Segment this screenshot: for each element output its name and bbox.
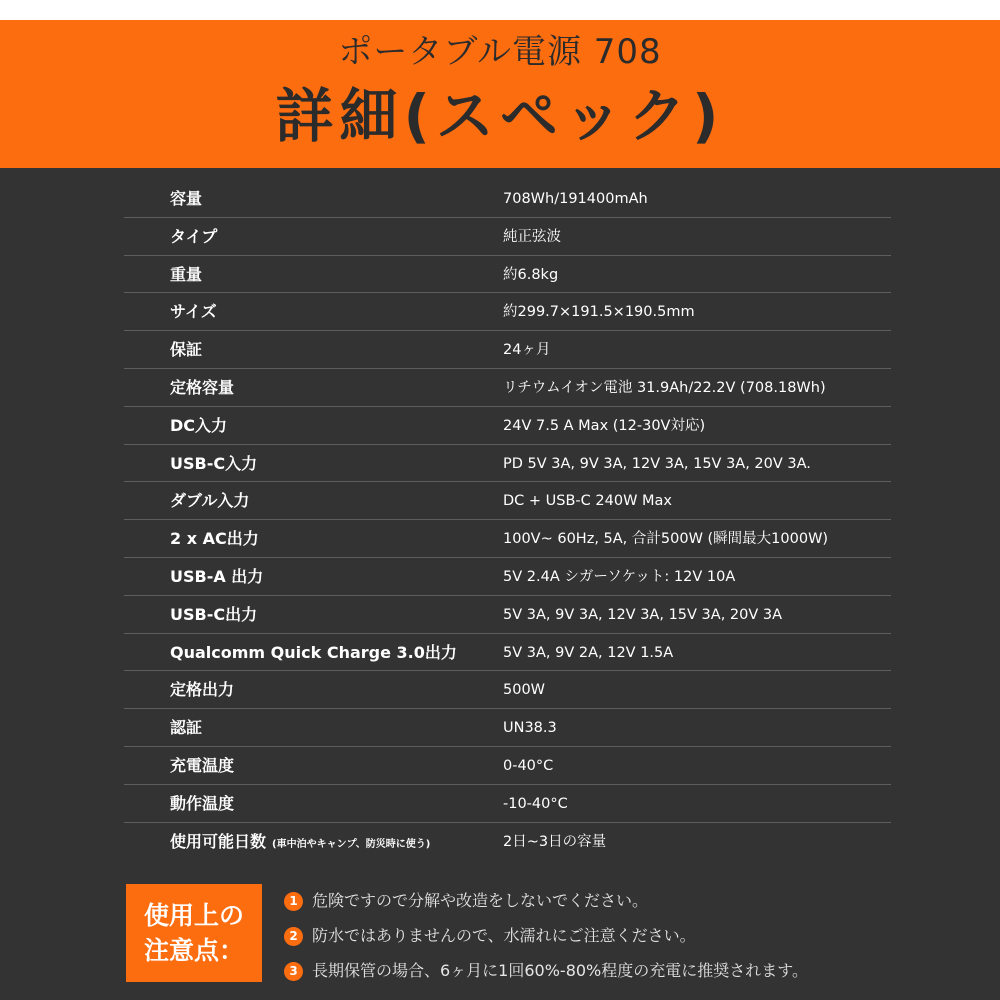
- spec-row-usb-c-input: [124, 445, 891, 483]
- spec-label: USB-A 出力: [170, 566, 264, 586]
- spec-row-certification: [124, 709, 891, 747]
- spec-row-usb-c-output: [124, 596, 891, 634]
- spec-value: 500W: [503, 682, 546, 699]
- spec-label: 定格出力: [170, 680, 235, 700]
- spec-panel: [0, 168, 1000, 1000]
- spec-row-usable-days: [124, 823, 891, 861]
- notice-heading: [126, 884, 262, 982]
- spec-row-usb-a-output: [124, 558, 891, 596]
- notice-item: [284, 954, 884, 989]
- spec-label: サイズ: [170, 302, 217, 322]
- notice-number-badge: 3: [284, 962, 303, 981]
- notice-number-badge: 1: [284, 892, 303, 911]
- spec-row-weight: [124, 256, 891, 294]
- spec-row-quick-charge-output: [124, 634, 891, 672]
- spec-label: 認証: [170, 718, 203, 738]
- spec-value: 約299.7×191.5×190.5mm: [503, 304, 695, 321]
- notice-text: 防水ではありませんので、水濡れにご注意ください。: [312, 926, 696, 945]
- spec-row-warranty: [124, 331, 891, 369]
- spec-row-dc-input: [124, 407, 891, 445]
- spec-value: -10-40°C: [503, 795, 568, 812]
- spec-label: 動作温度: [170, 793, 235, 813]
- spec-value: 5V 3A, 9V 3A, 12V 3A, 15V 3A, 20V 3A: [503, 606, 783, 623]
- spec-label: 充電温度: [170, 755, 235, 775]
- spec-label: USB-C出力: [170, 604, 258, 624]
- notice-list: [284, 884, 884, 989]
- spec-label: DC入力: [170, 415, 228, 435]
- spec-label: [170, 823, 430, 863]
- spec-value: PD 5V 3A, 9V 3A, 12V 3A, 15V 3A, 20V 3A.: [503, 455, 811, 472]
- spec-label: 定格容量: [170, 377, 235, 397]
- spec-label: ダブル入力: [170, 491, 250, 511]
- spec-row-type: [124, 218, 891, 256]
- notice-text: 危険ですので分解や改造をしないでください。: [312, 891, 649, 910]
- spec-row-size: [124, 293, 891, 331]
- notice-text: 長期保管の場合、6ヶ月に1回60%-80%程度の充電に推奨されます。: [312, 961, 808, 980]
- spec-value: 5V 3A, 9V 2A, 12V 1.5A: [503, 644, 674, 661]
- notice-item: [284, 919, 884, 954]
- spec-value: 24V 7.5 A Max (12-30V対応): [503, 417, 706, 434]
- spec-value: 0-40°C: [503, 757, 554, 774]
- spec-value: 708Wh/191400mAh: [503, 191, 648, 207]
- spec-value: 100V~ 60Hz, 5A, 合計500W (瞬間最大1000W): [503, 531, 829, 548]
- spec-row-charge-temperature: [124, 747, 891, 785]
- spec-value: UN38.3: [503, 720, 557, 737]
- notice-heading-line: 注意点：: [143, 936, 244, 965]
- header-banner: [0, 20, 1000, 168]
- spec-table: [124, 180, 891, 860]
- spec-row-rated-output: [124, 671, 891, 709]
- spec-label: 重量: [170, 264, 203, 284]
- spec-value: リチウムイオン電池 31.9Ah/22.2V (708.18Wh): [503, 379, 826, 396]
- notice-number-badge: 2: [284, 927, 303, 946]
- spec-value: 純正弦波: [503, 228, 561, 245]
- spec-label-note: (車中泊やキャンプ、防災時に使う): [272, 838, 431, 850]
- spec-label: USB-C入力: [170, 453, 258, 473]
- spec-label: Qualcomm Quick Charge 3.0出力: [170, 642, 457, 662]
- spec-label: 容量: [170, 189, 203, 208]
- spec-value: 5V 2.4A シガーソケット: 12V 10A: [503, 568, 736, 585]
- spec-value: 約6.8kg: [503, 266, 559, 283]
- spec-row-ac-output: [124, 520, 891, 558]
- spec-label: 2 x AC出力: [170, 529, 259, 549]
- page-title: 詳細(スペック): [275, 82, 725, 150]
- spec-label-text: 使用可能日数: [170, 831, 267, 851]
- spec-value: 2日~3日の容量: [503, 833, 607, 850]
- spec-row-capacity: [124, 180, 891, 218]
- product-subtitle: ポータブル電源 708: [338, 32, 662, 72]
- spec-row-operating-temperature: [124, 785, 891, 823]
- spec-row-rated-capacity: [124, 369, 891, 407]
- spec-label: タイプ: [170, 226, 218, 246]
- spec-label: 保証: [170, 340, 203, 360]
- spec-value: DC + USB-C 240W Max: [503, 493, 672, 510]
- spec-row-dual-input: [124, 482, 891, 520]
- notice-item: [284, 884, 884, 919]
- notice-heading-line: 使用上の: [143, 901, 244, 930]
- spec-value: 24ヶ月: [503, 342, 551, 359]
